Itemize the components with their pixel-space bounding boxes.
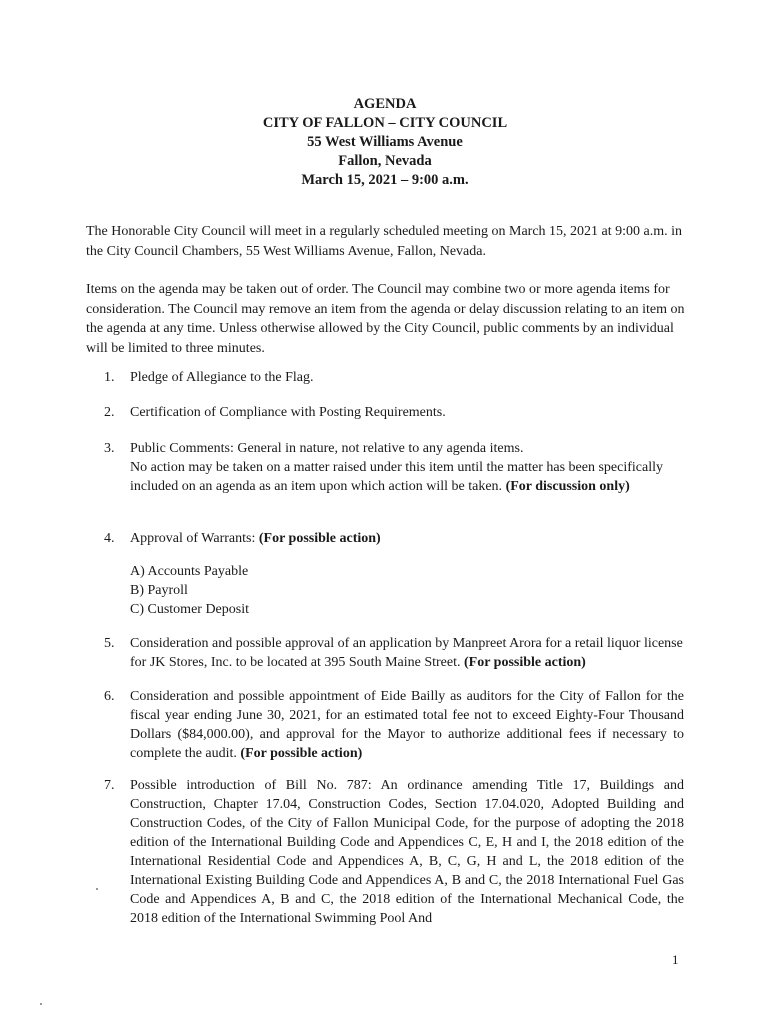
item-text: Pledge of Allegiance to the Flag. bbox=[130, 370, 314, 385]
page-number: 1 bbox=[672, 952, 679, 967]
agenda-item bbox=[104, 687, 684, 763]
agenda-item bbox=[104, 439, 684, 496]
item-action-tag: (For possible action) bbox=[258, 531, 381, 546]
header-title: AGENDA bbox=[353, 96, 417, 112]
agenda-header bbox=[0, 95, 770, 190]
agenda-item bbox=[104, 776, 684, 928]
warrant-list bbox=[130, 562, 249, 619]
item-action-tag: (For discussion only) bbox=[505, 479, 630, 494]
intro-paragraph: The Honorable City Council will meet in a regularly scheduled meeting on March 15, 2021 at 9:00 a.m. in the City Council Chambers, 55 West Williams Avenue, Fallon, Nevada. bbox=[86, 224, 683, 259]
header-city: Fallon, Nevada bbox=[338, 153, 432, 169]
item-number: 1. bbox=[104, 370, 115, 385]
item-text: Public Comments: General in nature, not relative to any agenda items. bbox=[130, 441, 524, 456]
notice-paragraph: Items on the agenda may be taken out of order. The Council may combine two or more agenda items for consideration. The Council may remove an item from the agenda or delay discussion relating to an item on the agenda at any time. Unless otherwise allowed by the City Council, public comments by an individual will be limited to three minutes. bbox=[86, 282, 685, 356]
item-number: 2. bbox=[104, 405, 115, 420]
item-action-tag: (For possible action) bbox=[240, 746, 363, 761]
header-date: March 15, 2021 – 9:00 a.m. bbox=[301, 172, 469, 188]
agenda-item bbox=[104, 529, 684, 548]
agenda-item bbox=[104, 634, 684, 672]
item-number: 4. bbox=[104, 531, 115, 546]
scan-speck bbox=[40, 1003, 42, 1005]
warrant-item: C) Customer Deposit bbox=[130, 602, 249, 617]
header-address: 55 West Williams Avenue bbox=[307, 134, 463, 150]
item-number: 5. bbox=[104, 636, 115, 651]
warrant-item: B) Payroll bbox=[130, 583, 188, 598]
item-text: Consideration and possible approval of an application by Manpreet Arora for a retail liquor license for JK Stores, Inc. to be located at 395 South Maine Street. bbox=[130, 636, 683, 670]
header-body: CITY OF FALLON – CITY COUNCIL bbox=[262, 115, 508, 131]
item-number: 3. bbox=[104, 441, 115, 456]
item-text: Certification of Compliance with Posting Requirements. bbox=[130, 405, 446, 420]
item-number: 6. bbox=[104, 689, 115, 704]
warrant-item: A) Accounts Payable bbox=[130, 564, 249, 579]
item-text-detail: No action may be taken on a matter raised under this item until the matter has been specifically included on an agenda as an item upon which action will be taken. bbox=[130, 460, 663, 494]
item-action-tag: (For possible action) bbox=[463, 655, 586, 670]
item-number: 7. bbox=[104, 778, 115, 793]
agenda-item bbox=[104, 403, 684, 422]
item-text: Approval of Warrants: bbox=[130, 531, 256, 546]
agenda-item bbox=[104, 368, 684, 387]
item-text: Possible introduction of Bill No. 787: An ordinance amending Title 17, Buildings and Construction, Chapter 17.04, Construction Codes, Section 17.04.020, Adopted Building and Construction Codes, of the City of Fallon Municipal Code, for the purpose of adopting the 2018 edition of the International Building Code and Appendices C, E, H and I, the 2018 edition of the International Residential Code and Appendices A, B, C, G, H and L, the 2018 edition of the International Existing Building Code and Appendices A, B and C, the 2018 International Fuel Gas Code and Appendices A, B and C, the 2018 edition of the International Mechanical Code, the 2018 edition of the International Swimming Pool And bbox=[130, 778, 684, 926]
item-text: Consideration and possible appointment of Eide Bailly as auditors for the City of Fallon for the fiscal year ending June 30, 2021, for an estimated total fee not to exceed Eighty-Four Thousand Dollars ($84,000.00), and approval for the Mayor to authorize additional fees if necessary to complete the audit. bbox=[130, 689, 684, 761]
scan-speck bbox=[96, 888, 98, 890]
